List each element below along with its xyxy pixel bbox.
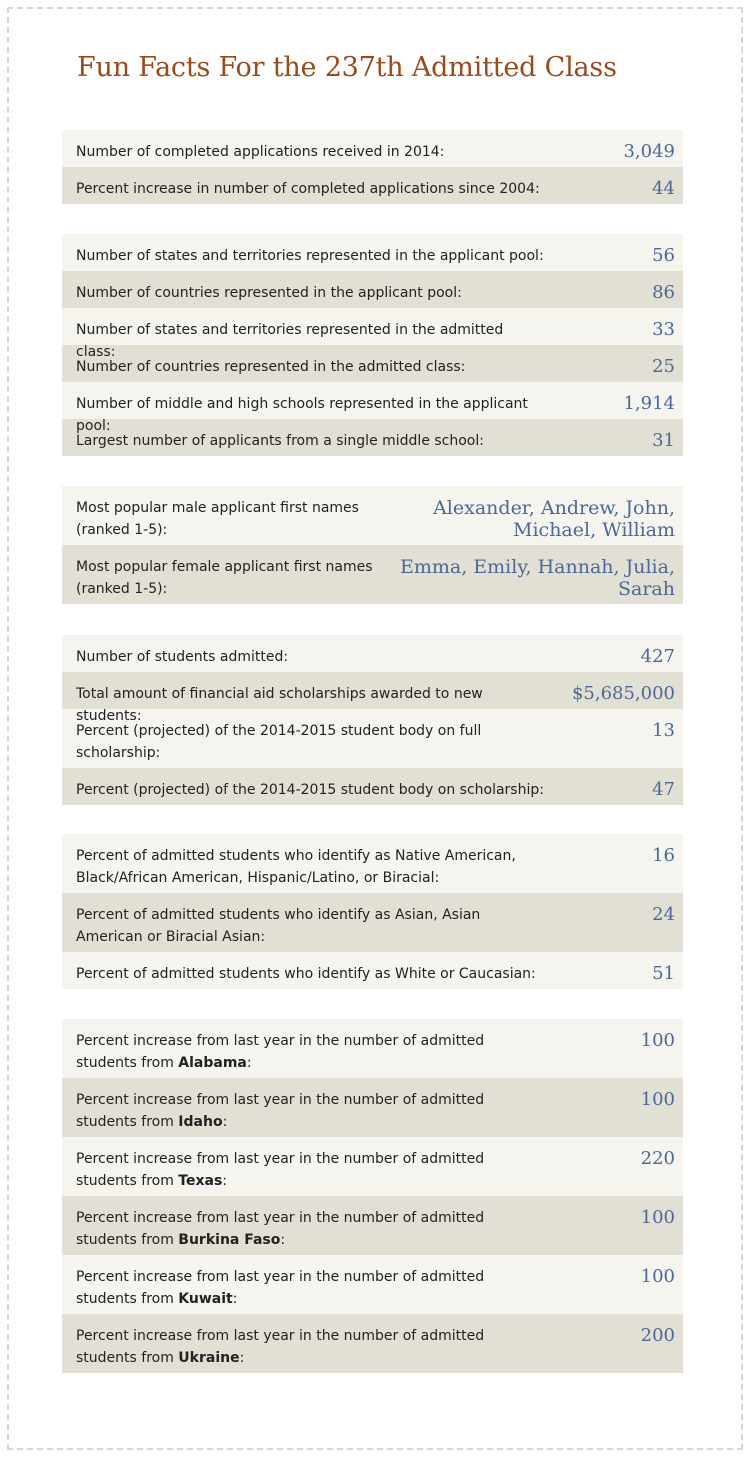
fact-row — [62, 234, 683, 271]
facts-group-growth — [62, 1019, 683, 1373]
fact-label: Number of middle and high schools represented in the applicant pool: — [76, 396, 528, 434]
fact-label: Percent of admitted students who identify as Native American, Black/African American, Hispanic/Latino, or Biracial: — [76, 848, 516, 886]
fact-label: Percent increase from last year in the number of admitted students from Idaho: — [76, 1092, 485, 1130]
fact-label: Most popular male applicant first names (ranked 1-5): — [76, 500, 359, 538]
fact-row — [62, 1314, 683, 1373]
fact-label: Largest number of applicants from a single middle school: — [76, 433, 484, 449]
fact-value: 16 — [652, 845, 675, 866]
fact-label: Number of states and territories represented in the applicant pool: — [76, 248, 544, 264]
fact-label: Total amount of financial aid scholarships awarded to new students: — [76, 686, 483, 724]
state-name: Alabama — [178, 1055, 247, 1071]
fact-value: 1,914 — [623, 393, 675, 414]
fact-value: 47 — [652, 779, 675, 800]
fact-value: 24 — [652, 904, 675, 925]
fact-label: Most popular female applicant first names (ranked 1-5): — [76, 559, 373, 597]
fact-row — [62, 130, 683, 167]
fact-row — [62, 635, 683, 672]
fact-row — [62, 893, 683, 952]
fact-value: 100 — [640, 1266, 675, 1287]
fact-value: 200 — [640, 1325, 675, 1346]
fact-row — [62, 768, 683, 805]
fact-row — [62, 486, 683, 545]
fact-label: Percent increase from last year in the number of admitted students from Ukraine: — [76, 1328, 485, 1366]
fact-label: Number of countries represented in the admitted class: — [76, 359, 466, 375]
fact-value: Alexander, Andrew, John, Michael, William — [433, 497, 675, 541]
state-name: Ukraine — [178, 1350, 240, 1366]
state-name: Idaho — [178, 1114, 223, 1130]
fact-row — [62, 1078, 683, 1137]
page-title: Fun Facts For the 237th Admitted Class — [77, 52, 617, 83]
fact-value: 427 — [640, 646, 675, 667]
fact-value: 3,049 — [623, 141, 675, 162]
fact-row — [62, 545, 683, 604]
fact-row — [62, 167, 683, 204]
facts-group-admission — [62, 635, 683, 805]
fact-row — [62, 1137, 683, 1196]
fact-label: Percent increase in number of completed applications since 2004: — [76, 181, 540, 197]
fact-label: Percent (projected) of the 2014-2015 student body on full scholarship: — [76, 723, 482, 761]
fact-value: 56 — [652, 245, 675, 266]
fact-value: 44 — [652, 178, 675, 199]
fact-label: Percent (projected) of the 2014-2015 student body on scholarship: — [76, 782, 544, 798]
state-name: Burkina Faso — [178, 1232, 281, 1248]
fact-label: Number of students admitted: — [76, 649, 289, 665]
fact-label: Number of countries represented in the applicant pool: — [76, 285, 462, 301]
fact-row — [62, 1196, 683, 1255]
fact-label: Percent increase from last year in the number of admitted students from Texas: — [76, 1151, 485, 1189]
fact-row — [62, 952, 683, 989]
state-name: Kuwait — [178, 1291, 233, 1307]
fact-label: Number of completed applications received in 2014: — [76, 144, 445, 160]
fact-label: Percent increase from last year in the number of admitted students from Burkina Faso: — [76, 1210, 485, 1248]
fact-row — [62, 271, 683, 308]
facts-group-representation — [62, 234, 683, 456]
fact-row — [62, 672, 683, 724]
fact-label: Percent of admitted students who identify as Asian, Asian American or Biracial Asian: — [76, 907, 481, 945]
fact-row — [62, 308, 683, 360]
fact-value: $5,685,000 — [571, 683, 675, 704]
state-name: Texas — [178, 1173, 223, 1189]
fact-value: 33 — [652, 319, 675, 340]
fact-value: 31 — [652, 430, 675, 451]
fact-label: Percent of admitted students who identify as White or Caucasian: — [76, 966, 536, 982]
fact-value: 25 — [652, 356, 675, 377]
fact-value: 100 — [640, 1030, 675, 1051]
fact-value: 86 — [652, 282, 675, 303]
facts-group-names — [62, 486, 683, 604]
fact-value: 100 — [640, 1089, 675, 1110]
fact-value: Emma, Emily, Hannah, Julia, Sarah — [399, 556, 675, 600]
facts-group-identity — [62, 834, 683, 989]
fact-label: Number of states and territories represented in the admitted class: — [76, 322, 504, 360]
fact-row — [62, 834, 683, 893]
fact-value: 220 — [640, 1148, 675, 1169]
fact-value: 13 — [652, 720, 675, 741]
fact-row — [62, 382, 683, 434]
fact-label: Percent increase from last year in the number of admitted students from Alabama: — [76, 1033, 485, 1071]
fact-value: 51 — [652, 963, 675, 984]
fact-row — [62, 1019, 683, 1078]
fact-label: Percent increase from last year in the number of admitted students from Kuwait: — [76, 1269, 485, 1307]
facts-group-applications — [62, 130, 683, 204]
fact-row — [62, 1255, 683, 1314]
fact-value: 100 — [640, 1207, 675, 1228]
